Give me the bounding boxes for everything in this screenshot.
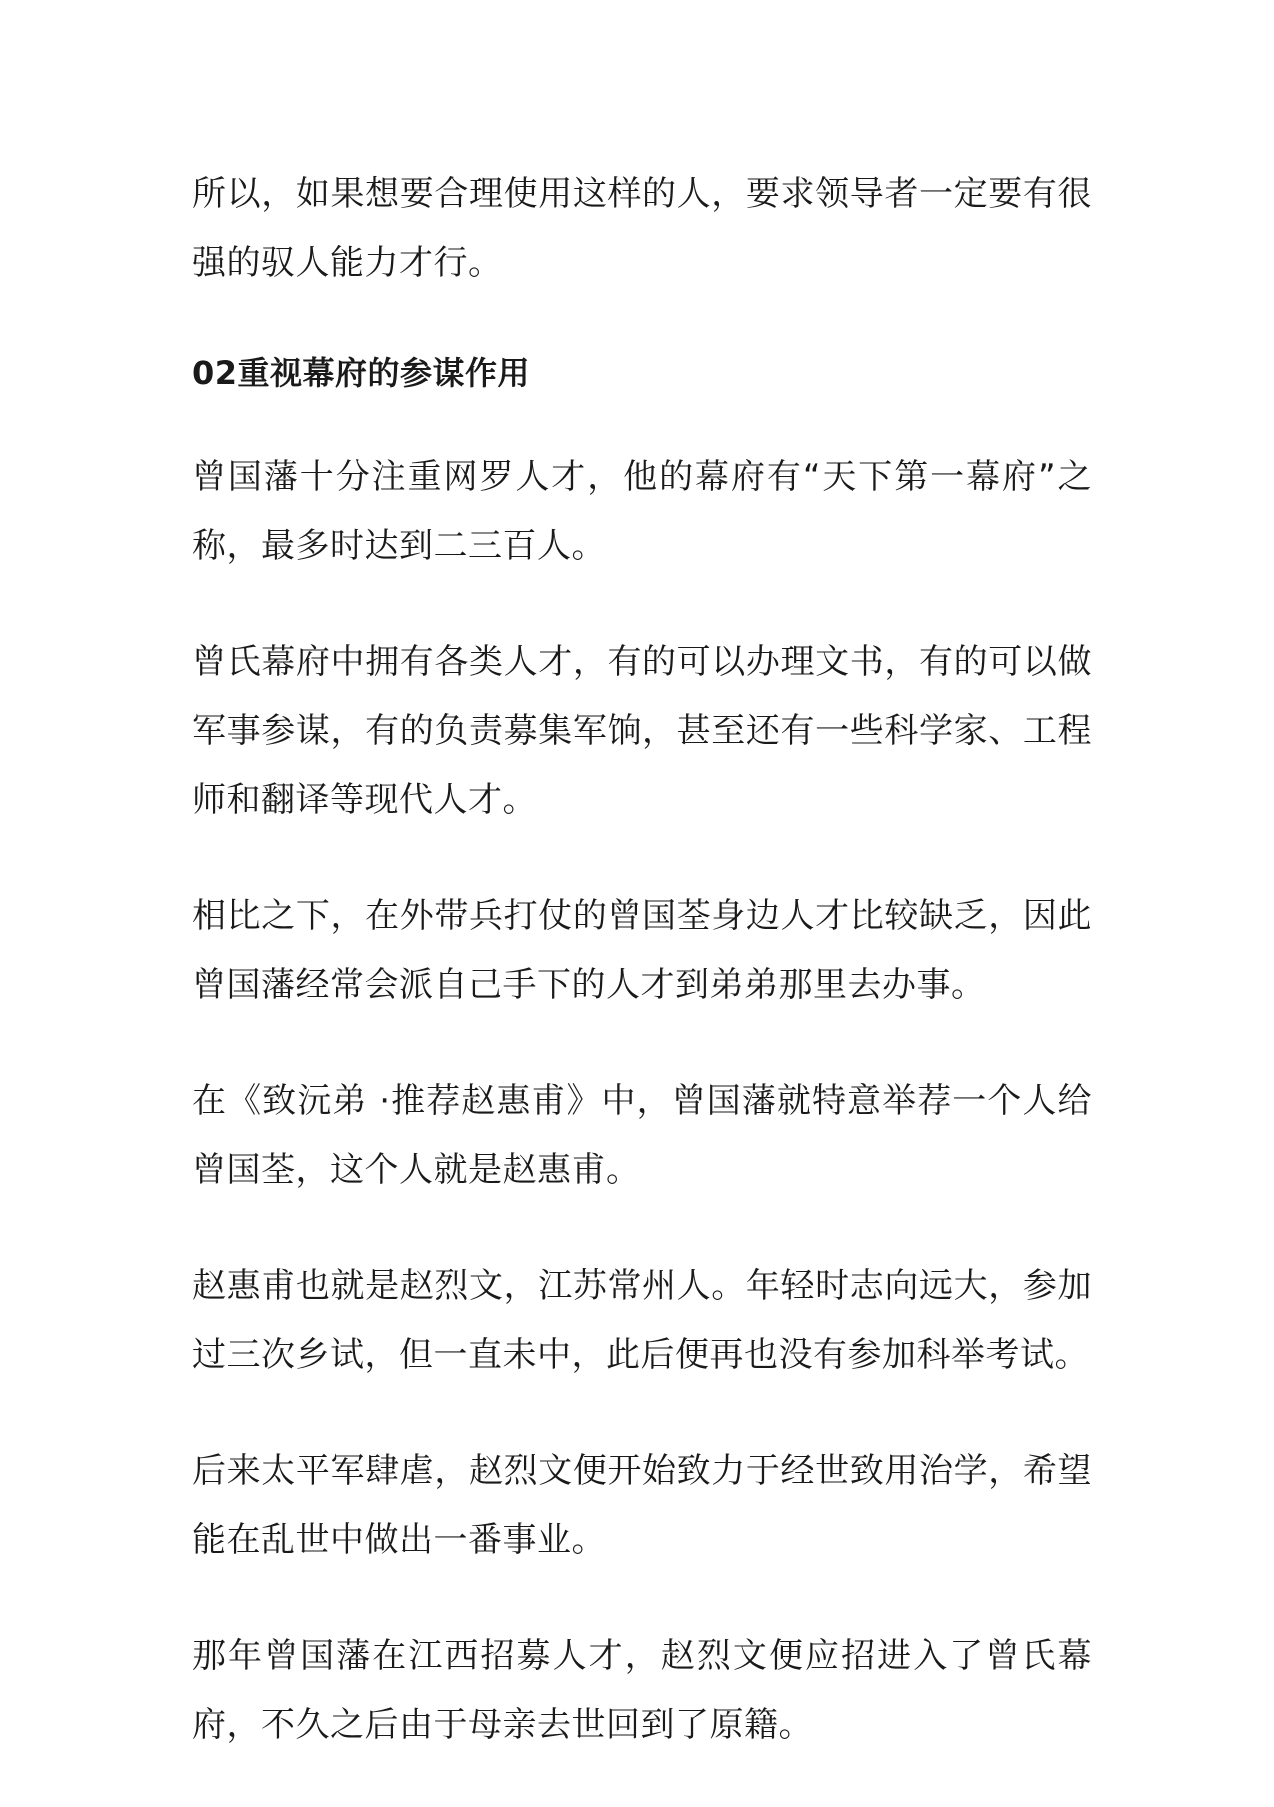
paragraph: 曾国藩十分注重网罗人才，他的幕府有“天下第一幕府”之称，最多时达到二三百人。 (192, 457, 1092, 566)
paragraph: 在《致沅弟 ·推荐赵惠甫》中，曾国藩就特意举荐一个人给曾国荃，这个人就是赵惠甫。 (192, 1081, 1092, 1190)
paragraph: 后来太平军肆虐，赵烈文便开始致力于经世致用治学，希望能在乱世中做出一番事业。 (192, 1451, 1092, 1560)
paragraph: 所以，如果想要合理使用这样的人，要求领导者一定要有很强的驭人能力才行。 (192, 174, 1092, 283)
paragraph: 那年曾国藩在江西招募人才，赵烈文便应招进入了曾氏幕府，不久之后由于母亲去世回到了原籍。 (192, 1636, 1092, 1745)
paragraph: 相比之下，在外带兵打仗的曾国荃身边人才比较缺乏，因此曾国藩经常会派自己手下的人才到弟弟那里去办事。 (192, 896, 1092, 1005)
paragraph: 赵惠甫也就是赵烈文，江苏常州人。年轻时志向远大，参加过三次乡试，但一直未中，此后便再也没有参加科举考试。 (192, 1266, 1092, 1375)
paragraph: 曾氏幕府中拥有各类人才，有的可以办理文书，有的可以做军事参谋，有的负责募集军饷，甚至还有一些科学家、工程师和翻译等现代人才。 (192, 642, 1092, 820)
section-heading: 02重视幕府的参谋作用 (192, 354, 531, 392)
document-page (192, 160, 1092, 1807)
